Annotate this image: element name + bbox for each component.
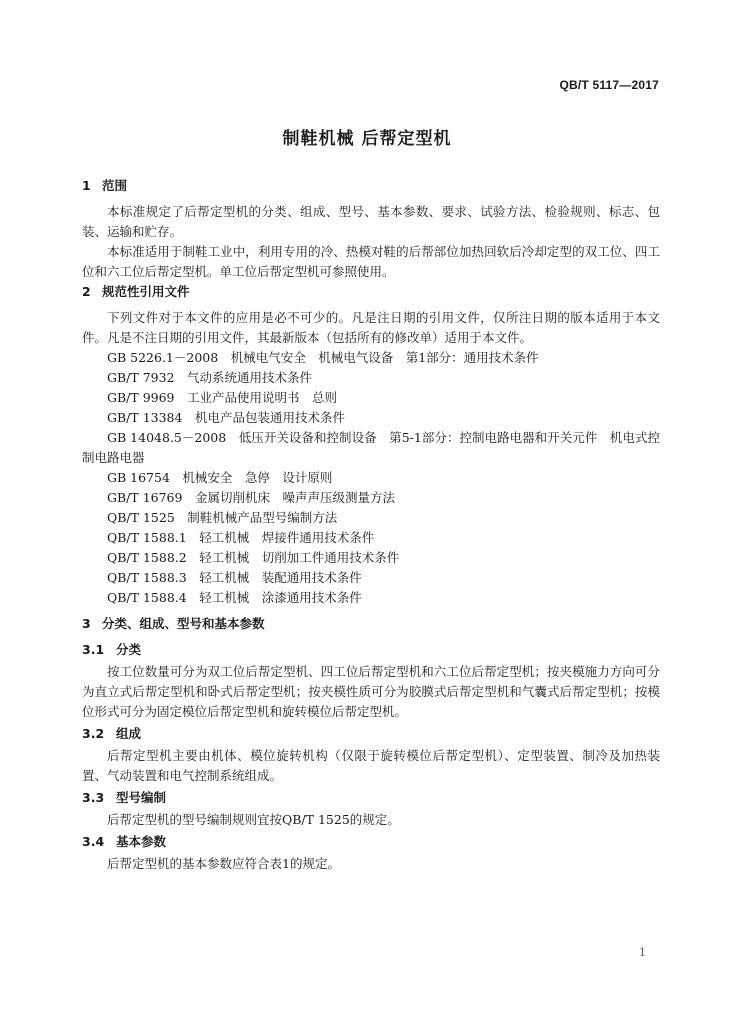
page-number: 1 [639, 946, 646, 959]
subsection-heading [82, 724, 660, 744]
section-title: 范围 [102, 178, 128, 193]
subsection-number: 3.1 [82, 642, 105, 657]
section-normative-references [82, 282, 660, 608]
reference-item: GB/T 7932 气动系统通用技术条件 [107, 370, 313, 385]
subsection-number: 3.2 [82, 726, 105, 741]
paragraph: 后帮定型机主要由机体、模位旋转机构（仅限于旋转模位后帮定型机）、定型装置、制冷及加热装置、气动装置和电气控制系统组成。 [82, 748, 660, 783]
section-scope [82, 176, 660, 282]
reference-list [82, 348, 660, 608]
reference-item: QB/T 1588.3 轻工机械 装配通用技术条件 [107, 570, 362, 585]
reference-item: GB 5226.1－2008 机械电气安全 机械电气设备 第1部分：通用技术条件 [107, 350, 539, 365]
subsection-classification [82, 640, 660, 722]
subsection-heading [82, 788, 660, 808]
reference-item: GB/T 9969 工业产品使用说明书 总则 [107, 390, 338, 405]
subsection-model-numbering [82, 788, 660, 830]
document-title: 制鞋机械 后帮定型机 [282, 129, 452, 149]
document-body [82, 176, 660, 874]
subsection-title: 组成 [116, 726, 142, 741]
reference-item: GB 16754 机械安全 急停 设计原则 [107, 470, 333, 485]
reference-item: GB/T 16769 金属切削机床 噪声声压级测量方法 [107, 490, 395, 505]
section-number: 2 [82, 284, 91, 299]
section-title: 规范性引用文件 [102, 284, 190, 299]
subsection-title: 型号编制 [116, 790, 167, 805]
paragraph: 本标准规定了后帮定型机的分类、组成、型号、基本参数、要求、试验方法、检验规则、标志、包装、运输和贮存。 [82, 204, 660, 239]
paragraph: 按工位数量可分为双工位后帮定型机、四工位后帮定型机和六工位后帮定型机；按夹模施力方向可分为直立式后帮定型机和卧式后帮定型机；按夹模性质可分为胶膜式后帮定型机和气囊式后帮定型机；按模位形式可分为固定模位后帮定型机和旋转模位后帮定型机。 [82, 664, 660, 719]
reference-item: GB 14048.5－2008 低压开关设备和控制设备 第5-1部分：控制电路电器和开关元件 机电式控制电路电器 [82, 430, 660, 465]
reference-item: GB/T 13384 机电产品包装通用技术条件 [107, 410, 345, 425]
section-heading [82, 282, 660, 302]
section-classification [82, 614, 660, 874]
subsection-number: 3.4 [82, 834, 105, 849]
section-heading [82, 614, 660, 634]
section-heading [82, 176, 660, 196]
reference-item: QB/T 1588.4 轻工机械 涂漆通用技术条件 [107, 590, 362, 605]
subsection-number: 3.3 [82, 790, 105, 805]
paragraph: 后帮定型机的型号编制规则宜按QB/T 1525的规定。 [107, 812, 400, 827]
subsection-composition [82, 724, 660, 786]
subsection-title: 分类 [116, 642, 142, 657]
subsection-title: 基本参数 [116, 834, 167, 849]
paragraph: 本标准适用于制鞋工业中，利用专用的冷、热模对鞋的后帮部位加热回软后冷却定型的双工位、四工位和六工位后帮定型机。单工位后帮定型机可参照使用。 [82, 244, 660, 279]
section-number: 1 [82, 178, 91, 193]
standard-code: QB/T 5117—2017 [559, 78, 659, 92]
section-title: 分类、组成、型号和基本参数 [102, 616, 265, 631]
reference-item: QB/T 1525 制鞋机械产品型号编制方法 [107, 510, 338, 525]
paragraph: 后帮定型机的基本参数应符合表1的规定。 [107, 856, 340, 871]
reference-item: QB/T 1588.2 轻工机械 切削加工件通用技术条件 [107, 550, 400, 565]
section-number: 3 [82, 616, 91, 631]
reference-item: QB/T 1588.1 轻工机械 焊接件通用技术条件 [107, 530, 375, 545]
subsection-basic-parameters [82, 832, 660, 874]
paragraph: 下列文件对于本文件的应用是必不可少的。凡是注日期的引用文件，仅所注日期的版本适用于本文件。凡是不注日期的引用文件，其最新版本（包括所有的修改单）适用于本文件。 [82, 310, 660, 345]
subsection-heading [82, 640, 660, 660]
subsection-heading [82, 832, 660, 852]
